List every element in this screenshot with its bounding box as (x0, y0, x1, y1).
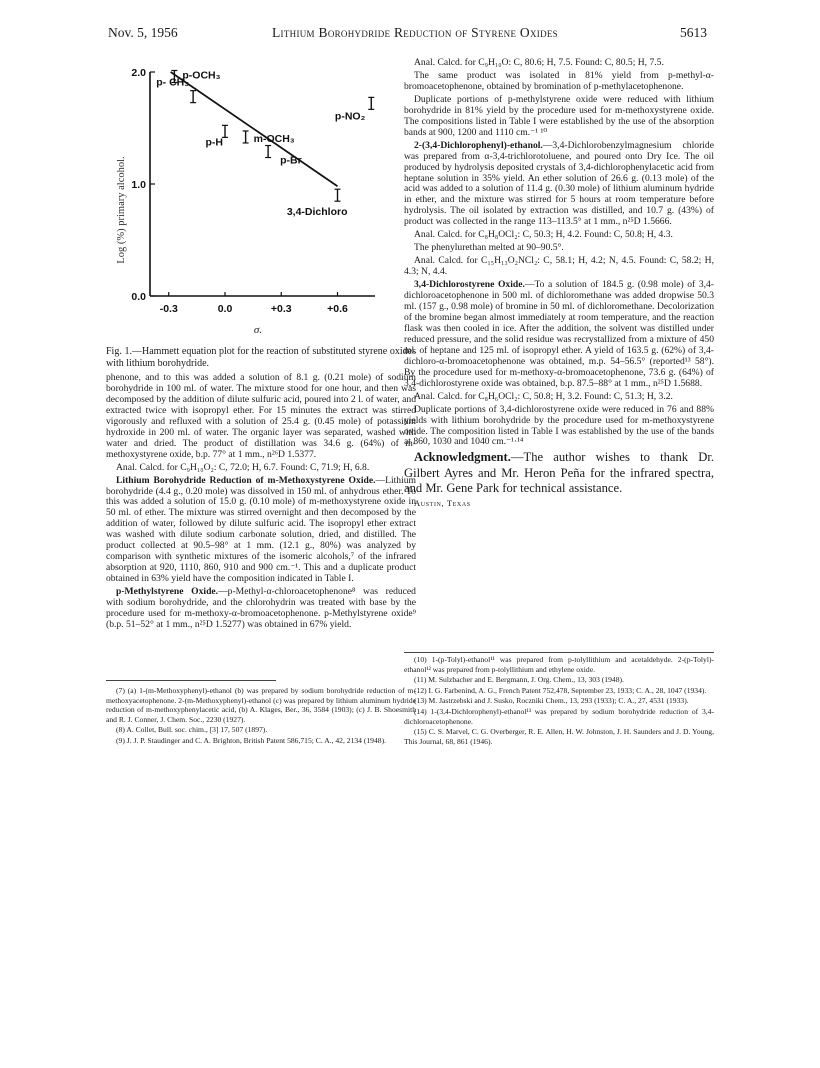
point-label: p-H (205, 136, 223, 149)
footnote: (10) 1-(p-Tolyl)-ethanol¹¹ was prepared from p-tolyllithium and acetaldehyde. 2-(p-Tolyl)-ethanol¹² was prepared from p-tolyllithium and ethylene oxide. (404, 655, 714, 674)
paragraph: Anal. Calcd. for C₈H₈OCl₂: C, 50.3; H, 4.2. Found: C, 50.8; H, 4.3. (414, 229, 673, 241)
x-axis-symbol: σ. (253, 324, 263, 336)
footnote: (11) M. Sulzbacher and E. Bergmann, J. Org. Chem., 13, 303 (1948). (414, 675, 624, 685)
y-tick-label: 1.0 (131, 179, 146, 191)
data-point (265, 146, 271, 158)
footnote: (13) M. Jastrzebski and J. Susko, Roczniki Chem., 13, 293 (1933); C. A., 27, 4531 (1933). (414, 696, 689, 706)
paragraph: The phenylurethan melted at 90–90.5°. (414, 242, 564, 254)
footnote: (14) 1-(3,4-Dichlorophenyl)-ethanol¹³ was prepared by sodium borohydride reduction of 3,4-dichloroacetophenone. (404, 706, 714, 726)
affiliation: Austin, Texas (414, 498, 471, 509)
hammett-plot (105, 58, 415, 348)
data-point (335, 189, 341, 201)
footnote: (15) C. S. Marvel, C. G. Overberger, R. E. Allen, H. W. Johnston, J. H. Saunders and J. D. Young, This Journal, 68, 861 (1946). (404, 727, 714, 746)
footnote: (8) A. Collet, Bull. soc. chim., [3] 17, 507 (1897). (116, 725, 268, 735)
point-label: 3,4-Dichloro (286, 206, 348, 219)
right-column (404, 58, 714, 511)
right-footnotes (404, 655, 714, 747)
paragraph: The same product was isolated in 81% yield from p-methyl-α-bromoacetophenone, obtained by bromination of p-methylacetophenone. (404, 69, 714, 92)
y-tick-label: 2.0 (131, 67, 146, 79)
footnote: (7) (a) 1-(m-Methoxyphenyl)-ethanol (b) was prepared by sodium borohydride reduction of m-methoxyacetophenone. 2-(m-Methoxyphenyl)-ethanol (c) was prepared by lithium aluminum hydride reduction of m-methoxyphenylacetic acid, (b) A. Klages, Ber., 36, 3584 (1903); (c) J. B. Shoesmith and R. J. Conner, J. Chem. Soc., 2230 (1927). (106, 686, 416, 724)
data-point (243, 131, 249, 143)
x-tick-label: +0.6 (327, 303, 348, 315)
fit-line (171, 72, 338, 186)
section-heading: p-Methylstyrene Oxide. (116, 586, 219, 598)
footnote-rule (404, 652, 714, 653)
plot-axes (150, 72, 375, 296)
data-point (368, 97, 374, 109)
data-point (190, 91, 196, 103)
figure-caption: Fig. 1.—Hammett equation plot for the reaction of substituted styrene oxides with lithium borohydride. (106, 346, 416, 369)
point-label: p-OCH₃ (182, 69, 221, 82)
hammett-fit-line (171, 72, 338, 186)
section-heading: Acknowledgment. (414, 450, 511, 465)
footnote-rule (106, 680, 276, 681)
paragraph: Duplicate portions of p-methylstyrene oxide were reduced with lithium borohydride in 81% yield by the procedure used for m-methoxystyrene oxide. The compositions listed in Table I were established by the use of the absorption bands at 900, 1200 and 1110 cm.⁻¹ ¹⁰ (404, 93, 714, 138)
x-tick-label: -0.3 (159, 303, 178, 315)
x-tick-label: +0.3 (270, 303, 292, 315)
point-labels (156, 69, 365, 218)
paragraph: Lithium Borohydride Reduction of m-Methoxystyrene Oxide.—Lithium borohydride (4.4 g., 0.20 mole) was dissolved in 150 ml. of anhydrous ether. To this was added a solution of 15.0 g. (0.10 mole) of m-methoxystyrene oxide in 50 ml. of ether. The mixture was stirred overnight and then decomposed by the addition of water, followed by dilute sulfuric acid. The isopropyl ether extract was washed with dilute sodium carbonate solution, dried, and distilled. The product collected at 90.5–98° at 1 mm. (12.1 g., 80%) was analyzed by comparison with synthetic mixtures of the isomeric alcohols,⁷ of the infrared absorption at 920, 1110, 860, 910 and 900 cm.⁻¹. This and a duplicate product obtained in 63% yield have the composition indicated in Table I. (106, 474, 416, 585)
paragraph: Anal. Calcd. for C₈H₆OCl₂: C, 50.8; H, 3.2. Found: C, 51.3; H, 3.2. (414, 390, 673, 402)
y-axis-label: Log (%) primary alcohol. (116, 156, 127, 264)
header-title: Lithium Borohydride Reduction of Styrene Oxides (272, 25, 558, 40)
paragraph: 3,4-Dichlorostyrene Oxide.—To a solution of 184.5 g. (0.98 mole) of 3,4-dichloroacetophenone in 500 ml. of dichloromethane was added dropwise 50.3 ml. (157 g., 0.98 mole) of bromine in 50 ml. of dichloromethane. Decolorization of the bromine began almost immediately at room temperature, and the reaction flask was then cooled in ice. After the addition, the solvent was distilled under reduced pressure, and the solid residue was recrystallized from a mixture of 450 ml. of heptane and 125 ml. of isopropyl ether. A yield of 163.5 g. (62%) of 3,4-dichloro-α-bromoacetophenone was obtained, m.p. 54–56.5° (reported¹³ 58°). By the procedure used for m-methoxy-α-bromoacetophenone, 73.6 g. (64%) of 3,4-dichlorostyrene oxide was obtained, b.p. 87.5–88° at 1 mm., n²⁵D 1.5688. (404, 279, 715, 389)
figure-1 (105, 58, 415, 348)
paragraph: phenone, and to this was added a solution of 8.1 g. (0.21 mole) of sodium borohydride in 100 ml. of water. The mixture stood for one hour, and then was decomposed by the addition of dilute sulfuric acid, poured into 2 l. of water, and extracted twice with isopropyl ether. For 15 minutes the extract was stirred vigorously and refluxed with a solution of 25.4 g. (0.45 mole) of potassium hydroxide in 200 ml. of water. The organic layer was separated, washed with water and dried. The product of distillation was 34.6 g. (64%) of m-methoxystyrene oxide, b.p. 77° at 1 mm., n²⁶D 1.5377. (106, 372, 416, 460)
point-label: m-OCH₃ (253, 132, 295, 145)
footnote: (12) I. G. Farbenind, A. G., French Patent 752,478, September 23, 1933; C. A., 28, 1047 (1934). (414, 685, 707, 695)
header-page-number: 5613 (680, 25, 707, 40)
point-label: p-NO₂ (334, 110, 366, 123)
axis-ticks (131, 67, 348, 315)
section-heading: 2-(3,4-Dichlorophenyl)-ethanol. (414, 139, 543, 151)
acknowledgment: Acknowledgment.—The author wishes to thank Dr. Gilbert Ayres and Mr. Heron Peña for the infrared spectra, and Mr. Gene Park for technical assistance. (404, 450, 714, 495)
y-tick-label: 0.0 (131, 291, 146, 303)
paragraph: Anal. Calcd. for C₉H₁₀O: C, 80.6; H, 7.5. Found: C, 80.5; H, 7.5. (414, 57, 664, 68)
paragraph: Duplicate portions of 3,4-dichlorostyrene oxide were reduced in 76 and 88% yields with lithium borohydride by the procedure used for m-methoxystyrene oxide. The composition listed in Table I was established by the use of the bands at 860, 1030 and 1040 cm.⁻¹·¹⁴ (404, 403, 714, 448)
left-footnotes (106, 686, 416, 747)
x-tick-label: 0.0 (217, 303, 233, 315)
left-column (106, 373, 416, 633)
paragraph: Anal. Calcd. for C₉H₁₀O₂: C, 72.0; H, 6.7. Found: C, 71.9; H, 6.8. (116, 461, 370, 473)
paragraph: Anal. Calcd. for C₁₅H₁₃O₂NCl₂: C, 58.1; H, 4.2; N, 4.5. Found: C, 58.2; H, 4.3; N, 4.4. (404, 255, 714, 278)
footnote: (9) J. J. P. Staudinger and C. A. Brighton, British Patent 586,715; C. A., 42, 2134 (1948). (116, 735, 386, 745)
header-date: Nov. 5, 1956 (108, 25, 178, 40)
section-heading: 3,4-Dichlorostyrene Oxide. (414, 279, 525, 291)
paragraph: 2-(3,4-Dichlorophenyl)-ethanol.—3,4-Dichlorobenzylmagnesium chloride was prepared from α-3,4-trichlorotoluene, and poured onto Dry Ice. The oil produced by hydrolysis deposited crystals of 3,4-dichlorophenylacetic acid from heptane solution in 35% yield. An ether solution of 26.6 g. (0.13 mole) of the acid was added to a solution of 11.4 g. (0.30 mole) of lithium aluminum hydride in ether, and the mixture was stirred for 5 hours at room temperature before hydrolysis. The oil isolated by extraction was distilled, and 10.7 g. (43%) of product was collected in the range 113–113.5° at 1 mm., n²⁵D 1.5666. (404, 139, 714, 228)
paragraph: p-Methylstyrene Oxide.—p-Methyl-α-chloroacetophenone⁸ was reduced with sodium borohydride, and the chlorohydrin was treated with base by the procedure used for m-methoxy-α-bromoacetophenone. p-Methylstyrene oxide⁹ (b.p. 51–52° at 1 mm., n²⁵D 1.5277) was obtained in 67% yield. (106, 586, 416, 630)
point-label: p- CH₃ (156, 76, 190, 89)
point-label: p-Br (280, 154, 302, 167)
section-heading: Lithium Borohydride Reduction of m-Methoxystyrene Oxide. (116, 474, 376, 486)
